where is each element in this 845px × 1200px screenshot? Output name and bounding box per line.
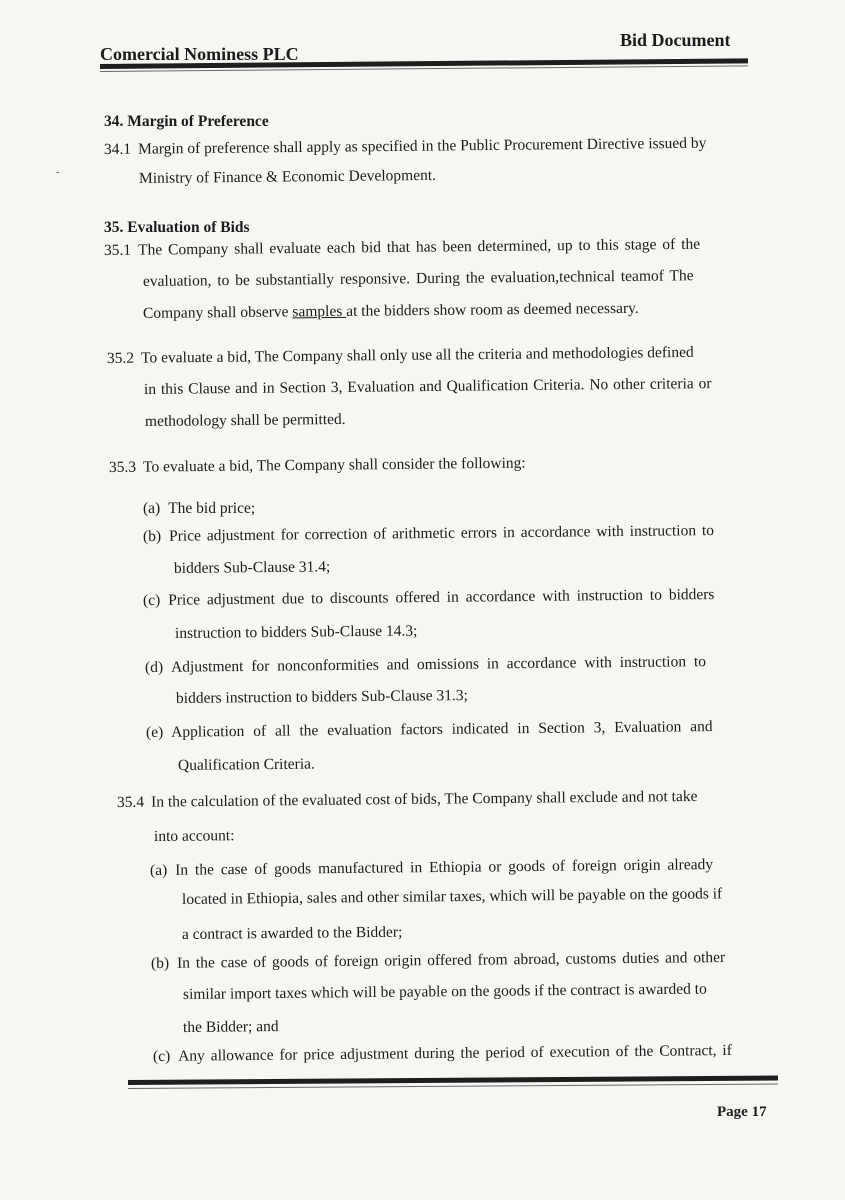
page-number: Page 17 — [717, 1104, 767, 1120]
list-item — [146, 718, 713, 742]
clause-number: 35.3 — [108, 458, 137, 476]
clause-text: The Company shall evaluate each bid that has been determined, up to this stage of the — [138, 235, 701, 259]
list-text: Application of all the evaluation factors indicated in Section 3, Evaluation and — [171, 718, 713, 741]
list-item — [145, 653, 706, 677]
clause-number: 35.1 — [103, 241, 132, 259]
company-name: Comercial Nominess PLC — [100, 44, 299, 64]
paragraph-line — [143, 300, 639, 323]
text-run: at the bidders show room as deemed necessary. — [346, 299, 639, 320]
clause-text — [138, 134, 764, 159]
paragraph-line — [104, 235, 768, 260]
list-item — [151, 949, 725, 973]
paragraph-line — [109, 455, 526, 477]
list-label: (c) — [152, 1047, 171, 1065]
clause-text: To evaluate a bid, The Company shall only use all the criteria and methodologies defined — [141, 343, 694, 367]
list-text: The bid price; — [168, 500, 256, 517]
section-heading: 35. Evaluation of Bids — [104, 219, 250, 236]
underlined-text: samples — [292, 302, 347, 321]
list-text: Price adjustment for correction of arithmetic errors in accordance with instruction to — [168, 522, 715, 545]
paragraph-line — [104, 134, 764, 159]
list-label: (a) — [149, 861, 168, 879]
list-text: In the case of goods of foreign origin offered from abroad, customs duties and other — [176, 948, 726, 972]
paragraph-line: methodology shall be permitted. — [144, 410, 346, 430]
paragraph-line: into account: — [153, 827, 235, 845]
list-item — [143, 586, 715, 610]
list-label: (c) — [142, 591, 161, 609]
list-text: located in Ethiopia, sales and other similar taxes, which will be payable on the goods if — [181, 885, 723, 908]
paragraph-line: Ministry of Finance & Economic Development. — [138, 166, 437, 187]
scan-mark: - — [56, 166, 60, 178]
list-text: similar import taxes which will be payable on the goods if the contract is awarded to — [182, 980, 707, 1003]
list-label: (b) — [142, 527, 162, 545]
list-label: (b) — [150, 954, 170, 972]
section-heading: 34. Margin of Preference — [104, 113, 269, 130]
clause-number: 35.2 — [106, 349, 135, 367]
list-text: a contract is awarded to the Bidder; — [181, 923, 403, 943]
list-label: (d) — [144, 658, 164, 676]
list-text: bidders instruction to bidders Sub-Clause 31.3; — [175, 686, 468, 707]
clause-text: To evaluate a bid, The Company shall consider the following: — [143, 454, 526, 476]
list-text: Price adjustment due to discounts offered in accordance with instruction to bidders — [168, 586, 715, 609]
list-text: the Bidder; and — [182, 1017, 279, 1036]
paragraph-line: in this Clause and in Section 3, Evaluation and Qualification Criteria. No other criteria or — [143, 375, 712, 398]
list-text: Qualification Criteria. — [177, 755, 315, 774]
list-text: Adjustment for nonconformities and omissions in accordance with instruction to — [170, 653, 707, 676]
document-title: Bid Document — [620, 30, 731, 50]
list-text: Any allowance for price adjustment during the period of execution of the Contract, if — [178, 1041, 732, 1065]
list-label: (e) — [145, 723, 164, 741]
list-label: (a) — [143, 500, 161, 517]
list-item — [150, 856, 713, 880]
list-item — [143, 500, 255, 518]
list-text: instruction to bidders Sub-Clause 14.3; — [174, 622, 418, 642]
list-item — [153, 1042, 732, 1066]
text-run: Company shall observe — [142, 303, 293, 322]
clause-number: 35.4 — [116, 793, 145, 811]
list-item — [143, 522, 714, 546]
paragraph-line — [107, 344, 694, 368]
clause-number: 34.1 — [103, 140, 132, 158]
list-text: In the case of goods manufactured in Ethiopia or goods of foreign origin already — [175, 856, 714, 879]
clause-text: In the calculation of the evaluated cost of bids, The Company shall exclude and not take — [151, 787, 698, 811]
paragraph-line — [117, 788, 698, 812]
paragraph-line: evaluation, to be substantially responsive. During the evaluation,technical teamof The — [142, 267, 694, 290]
list-text: bidders Sub-Clause 31.4; — [173, 558, 331, 577]
text-run: Margin of preference shall apply as specified in the Public Procurement Directive issued by — [138, 134, 707, 158]
